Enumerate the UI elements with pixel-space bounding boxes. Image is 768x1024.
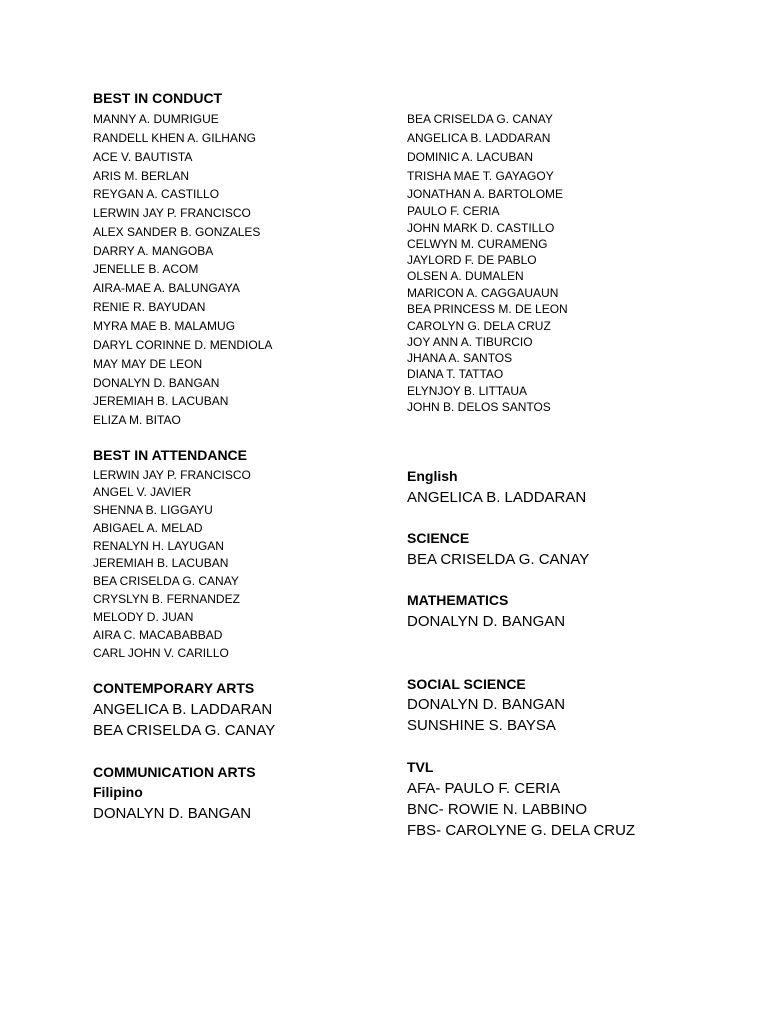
list-item: DOMINIC A. LACUBAN xyxy=(407,150,534,164)
list-item: BNC- ROWIE N. LABBINO xyxy=(407,801,588,818)
best-in-conduct-heading: BEST IN CONDUCT xyxy=(93,90,223,106)
list-item: RANDELL KHEN A. GILHANG xyxy=(93,131,256,145)
list-item: RENIE R. BAYUDAN xyxy=(93,300,206,314)
list-item: JEREMIAH B. LACUBAN xyxy=(93,394,229,408)
list-item: JONATHAN A. BARTOLOME xyxy=(407,187,564,201)
list-item: BEA CRISELDA G. CANAY xyxy=(93,722,276,739)
list-item: DARYL CORINNE D. MENDIOLA xyxy=(93,338,273,352)
social-science-heading: SOCIAL SCIENCE xyxy=(407,676,526,692)
list-item: ANGELICA B. LADDARAN xyxy=(93,701,273,718)
list-item: ELYNJOY B. LITTAUA xyxy=(407,384,528,398)
list-item: RENALYN H. LAYUGAN xyxy=(93,539,224,553)
list-item: CAROLYN G. DELA CRUZ xyxy=(407,319,551,333)
list-item: BEA CRISELDA G. CANAY xyxy=(407,112,553,126)
list-item: MANNY A. DUMRIGUE xyxy=(93,112,219,126)
list-item: CARL JOHN V. CARILLO xyxy=(93,646,229,660)
list-item: ANGELICA B. LADDARAN xyxy=(407,489,587,506)
list-item: JOY ANN A. TIBURCIO xyxy=(407,335,533,349)
list-item: DONALYN D. BANGAN xyxy=(93,805,252,822)
list-item: DONALYN D. BANGAN xyxy=(407,613,566,630)
list-item: OLSEN A. DUMALEN xyxy=(407,269,524,283)
list-item: JHANA A. SANTOS xyxy=(407,351,513,365)
list-item: MAY MAY DE LEON xyxy=(93,357,203,371)
list-item: TRISHA MAE T. GAYAGOY xyxy=(407,169,554,183)
list-item: DONALYN D. BANGAN xyxy=(93,376,220,390)
list-item: MARICON A. CAGGAUAUN xyxy=(407,286,559,300)
list-item: LERWIN JAY P. FRANCISCO xyxy=(93,468,251,482)
contemporary-arts-heading: CONTEMPORARY ARTS xyxy=(93,680,255,696)
list-item: JOHN MARK D. CASTILLO xyxy=(407,221,555,235)
list-item: SUNSHINE S. BAYSA xyxy=(407,717,556,734)
list-item: SHENNA B. LIGGAYU xyxy=(93,503,213,517)
list-item: ALEX SANDER B. GONZALES xyxy=(93,225,261,239)
list-item: DIANA T. TATTAO xyxy=(407,367,504,381)
list-item: ARIS M. BERLAN xyxy=(93,169,190,183)
list-item: AIRA C. MACABABBAD xyxy=(93,628,223,642)
list-item: REYGAN A. CASTILLO xyxy=(93,187,220,201)
list-item: BEA CRISELDA G. CANAY xyxy=(407,551,590,568)
list-item: JOHN B. DELOS SANTOS xyxy=(407,400,551,414)
list-item: ABIGAEL A. MELAD xyxy=(93,521,203,535)
filipino-subheading: Filipino xyxy=(93,784,143,800)
list-item: DONALYN D. BANGAN xyxy=(407,696,566,713)
list-item: MELODY D. JUAN xyxy=(93,610,194,624)
list-item: ELIZA M. BITAO xyxy=(93,413,181,427)
list-item: BEA PRINCESS M. DE LEON xyxy=(407,302,568,316)
mathematics-heading: MATHEMATICS xyxy=(407,592,509,608)
communication-arts-heading: COMMUNICATION ARTS xyxy=(93,764,256,780)
list-item: AIRA-MAE A. BALUNGAYA xyxy=(93,281,240,295)
list-item: JENELLE B. ACOM xyxy=(93,262,199,276)
list-item: ACE V. BAUTISTA xyxy=(93,150,193,164)
list-item: AFA- PAULO F. CERIA xyxy=(407,780,561,797)
list-item: LERWIN JAY P. FRANCISCO xyxy=(93,206,251,220)
list-item: FBS- CAROLYNE G. DELA CRUZ xyxy=(407,822,636,839)
list-item: CRYSLYN B. FERNANDEZ xyxy=(93,592,240,606)
list-item: MYRA MAE B. MALAMUG xyxy=(93,319,236,333)
list-item: JAYLORD F. DE PABLO xyxy=(407,253,537,267)
list-item: DARRY A. MANGOBA xyxy=(93,244,214,258)
list-item: BEA CRISELDA G. CANAY xyxy=(93,574,239,588)
list-item: PAULO F. CERIA xyxy=(407,204,500,218)
list-item: ANGELICA B. LADDARAN xyxy=(407,131,551,145)
tvl-heading: TVL xyxy=(407,759,434,775)
list-item: JEREMIAH B. LACUBAN xyxy=(93,556,229,570)
best-in-attendance-heading: BEST IN ATTENDANCE xyxy=(93,447,247,463)
list-item: CELWYN M. CURAMENG xyxy=(407,237,548,251)
list-item: ANGEL V. JAVIER xyxy=(93,485,192,499)
science-heading: SCIENCE xyxy=(407,530,470,546)
english-heading: English xyxy=(407,468,458,484)
